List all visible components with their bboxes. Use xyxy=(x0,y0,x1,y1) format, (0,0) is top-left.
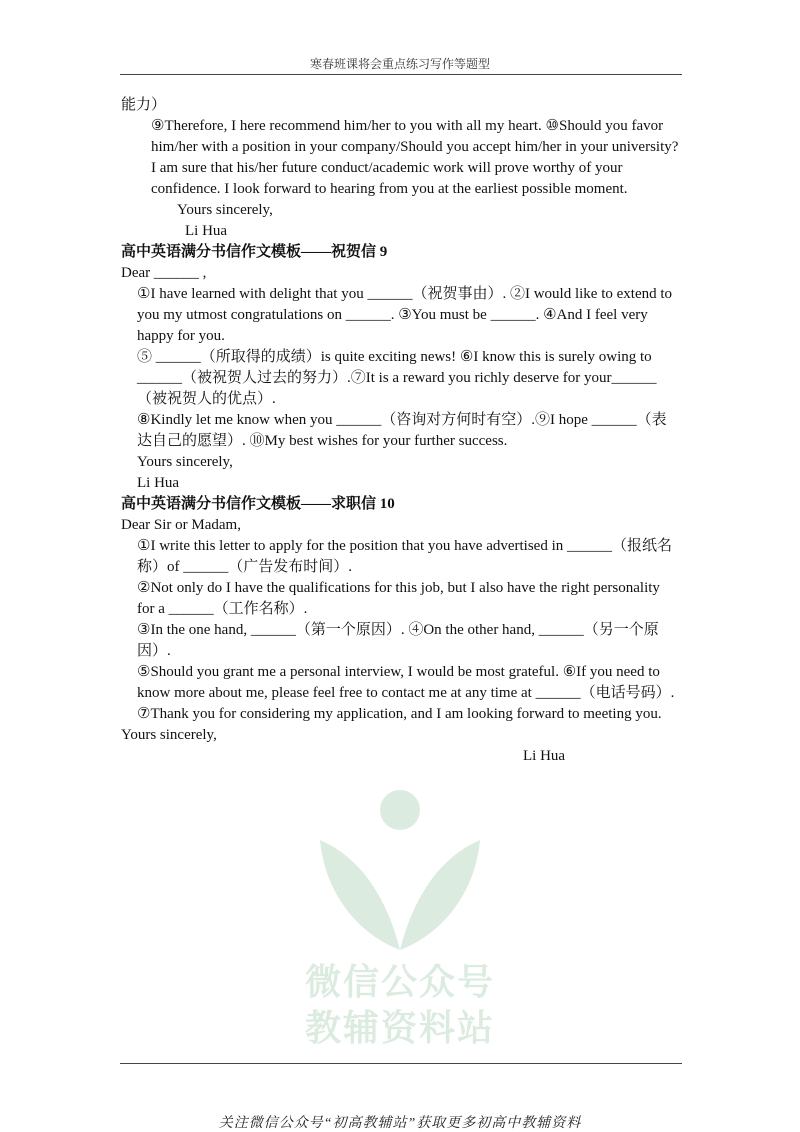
prev-signature: Li Hua xyxy=(185,223,228,239)
letter10-para-5: ⑦Thank you for considering my application, and I am looking forward to meeting you. xyxy=(137,706,662,722)
document-body xyxy=(121,95,681,767)
header-divider xyxy=(120,74,682,75)
letter10-heading: 高中英语满分书信作文模板——求职信 10 xyxy=(121,496,395,512)
watermark xyxy=(300,785,500,1060)
letter9-para-3: ⑧Kindly let me know when you ______（咨询对方何时有空）.⑨I hope ______（表达自己的愿望）. ⑩My best wishes for your further success. xyxy=(137,412,667,449)
watermark-line-1: 微信公众号 xyxy=(304,962,495,1003)
letter9-para-2: ⑤ ______（所取得的成绩）is quite exciting news! ⑥I know this is surely owing to ______（被祝贺人过去的努力）.⑦It is a reward you richly deserve for your______（被祝贺人的优点）. xyxy=(137,349,657,407)
letter10-para-1: ①I write this letter to apply for the position that you have advertised in ______（报纸名称）of ______（广告发布时间）. xyxy=(137,538,673,575)
footer-divider xyxy=(120,1063,682,1064)
watermark-logo-icon xyxy=(300,785,500,955)
letter10-para-3: ③In the one hand, ______（第一个原因）. ④On the other hand, ______（另一个原因）. xyxy=(137,622,659,659)
letter9-heading: 高中英语满分书信作文模板——祝贺信 9 xyxy=(121,244,388,260)
prev-closing: Yours sincerely, xyxy=(177,202,273,218)
letter10-para-4: ⑤Should you grant me a personal interview, I would be most grateful. ⑥If you need to know more about me, please feel free to contact me at any time at ______（电话号码）. xyxy=(137,664,675,701)
letter10-para-2: ②Not only do I have the qualifications for this job, but I also have the right personality for a ______（工作名称）. xyxy=(137,580,660,617)
watermark-line-2: 教辅资料站 xyxy=(304,1008,495,1049)
prev-section-tail: 能力） xyxy=(121,97,167,113)
letter9-closing: Yours sincerely, xyxy=(137,454,233,470)
letter10-salutation: Dear Sir or Madam, xyxy=(121,517,241,533)
page-header-title: 寒春班课将会重点练习写作等题型 xyxy=(309,57,490,71)
prev-para-9: ⑨Therefore, I here recommend him/her to you with all my heart. ⑩Should you favor him/her with a position in your company/Should you accept him/her in your university? I am sure that his/her future conduct/academic work will prove worthy of your confidence. I look forward to hearing from you at the earliest possible moment. xyxy=(151,118,679,197)
letter9-salutation: Dear ______ , xyxy=(121,265,207,281)
letter10-closing: Yours sincerely, xyxy=(121,727,217,743)
letter9-para-1: ①I have learned with delight that you ______（祝贺事由）. ②I would like to extend to you my utmost congratulations on ______. ③You must be ______. ④And I feel very happy for you. xyxy=(137,286,673,344)
letter10-signature: Li Hua xyxy=(523,748,566,764)
page-footer-text: 关注微信公众号“初高教辅站”获取更多初高中教辅资料 xyxy=(218,1116,582,1131)
letter9-signature: Li Hua xyxy=(137,475,180,491)
